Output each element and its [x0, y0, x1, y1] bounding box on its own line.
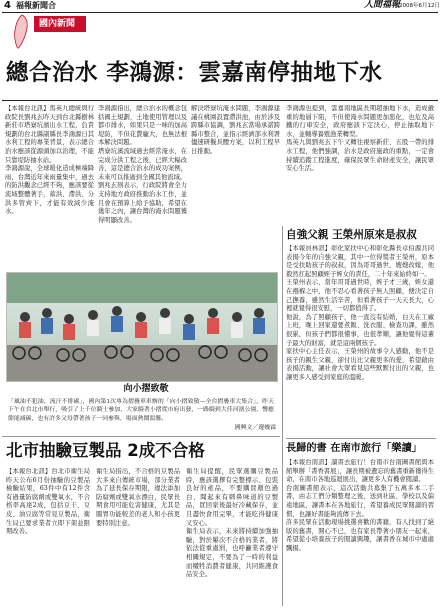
main-headline: 總合治水 李鴻源：雲嘉南停抽地下水 [6, 60, 383, 86]
article-tofu-col-1 [6, 468, 90, 606]
article-uncle-paragraph: 家扶中心主任表示，王榮州的故事令人感動，他不是孩子的親生父親，卻付出比父親更多的愛，希望藉由表揚活動，讓社會大眾看見這些默默付出的父親，也讓更多人感受到家庭的溫暖。 [286, 348, 434, 381]
tofu-top-rule [2, 436, 280, 437]
article-uncle-body [286, 245, 434, 435]
article-tofu-paragraph: 衛生局提醒，民眾選購豆製品時，應該選擇有完整標示、包裝良好的產品，不要購買顏色過白、聞起來有刺鼻味道的豆製品，買回家後最好冷藏保存，並且盡快食用完畢，才能吃得健康又安心。 [186, 468, 278, 527]
lead-article-col-1 [5, 105, 94, 268]
lead-article-paragraph: 劉兆玄則表示，行政院將會全力支持地方政府推動治水工作，並且會在預算上給予協助，希望在幾年之內，讓台灣的淹水問題獲得明顯改善。 [98, 182, 187, 224]
article-tofu-paragraph: 衛生局表示，未來將持續加強抽驗，對於屢次不合格的業者，將依法從重處罰，也呼籲業者遵守相關規定，不要為了一時的利益而犧牲消費者健康，共同維護食品安全。 [186, 528, 278, 579]
header-rule [2, 12, 438, 13]
article-books-paragraph: 許多民眾在活動現場挑選喜歡的書籍，有人找到了絕版的舊書，開心不已，也有家長帶著小朋友一起來，希望從小培養孩子的閱讀興趣，讓書香在城市中處處飄揚。 [286, 519, 434, 552]
article-tofu-paragraph: 衛生局指出，不合格的豆製品大多來自傳統市場，部分業者為了延長保存期限，違法添加防腐劑或雙氧水漂白，民眾長期食用可能危害健康，尤其是腸胃功能較差的老人和小孩更要特別注意。 [96, 468, 180, 527]
article-uncle-title: 自強父親 王榮州原來是叔叔 [286, 229, 417, 241]
article-uncle-paragraph: 他說，為了照顧孩子，他一直沒有結婚，白天在工廠上班，晚上回家還要煮飯、洗衣服、檢查功課，雖然很累，但孩子們都很懂事，也很孝順，讓他覺得這輩子最大的財富，就是這兩個孩子。 [286, 313, 434, 347]
section-name: 福報新聞合 [16, 1, 56, 10]
issue-date: 2008年6月12日 [399, 3, 440, 9]
lead-article-paragraph: 塔寮坑溪流域過去經常淹水，在完成分洪工程之後，已經大幅改善，這是總合治水的成功案例，未來可以推廣到全國其他流域。 [98, 147, 187, 181]
article-books-paragraph: 台南圖書館表示，這次活動共募集了五萬多本二手書，由志工們分類整理之後，送到社區、學校以及偏遠地區，讓書本在各地旅行，希望養成民眾閱讀的習慣，也讓好書能夠流傳下去。 [286, 484, 434, 518]
photo-credit: 國興文／邊嫚霖 [234, 425, 276, 431]
article-uncle-paragraph: 【本報員林訊】彰化家扶中心和彰化縣長卓伯源共同表揚今年的自強父親，其中一位得獎者王榮州，原本是受扶助孩子的叔叔，因為哥哥過世，嫂嫂改嫁，他毅然扛起照顧姪子姪女的責任，二十年來始終如一。 [286, 245, 434, 278]
section-banner-label: 國內新聞 [39, 19, 76, 29]
lead-article-paragraph: 李鴻源也提到，雲嘉南地區長期超抽地下水，造成嚴重的地層下陷，不但使淹水問題更加惡化，也危及高鐵的行車安全，政府應該下定決心，停止抽取地下水，並輔導養殖漁業轉型。 [286, 105, 434, 138]
lead-article-paragraph: 解決塔寮坑淹水問題，李鴻源建議在桃園設置滯洪池，由於涉及跨縣市協調，劉兆玄當場承諾跨縣市整合，並指示經濟部水利署儘速研擬具體方案，以利工程早日推動。 [191, 105, 280, 155]
right-column-divider [282, 226, 283, 606]
lead-article-paragraph: 馬英九與劉兆玄下午又轉往視察新莊、五股一帶的排水工程，他們強調，治水是政府施政的重點，一定會持續追蹤工程進度，確保民眾生命財產安全，讓民眾安心生活。 [286, 139, 434, 173]
article-uncle-paragraph: 王榮州表示，當年哥哥過世時，姪子才三歲，姪女還在襁褓之中，他不忍心看著孩子無人照顧，便決定自己撫養，雖然生活辛苦，但看著孩子一天天長大，心裡就覺得很安慰，一切都值得了。 [286, 279, 434, 313]
photo-caption-title: 向小摺致敬 [123, 384, 169, 394]
cyclists-photo-illustration [7, 273, 277, 381]
photo-caption: 「風油不犯油，流汗不排碳」，國內第1次專為摺疊車車辦的「向小摺致敬—全台摺疊車大集合」，昨天下午在台北市舉行，吸引了上千位騎士參加，大家騎著小摺從市府出發，一路騎到大佳河濱公園，響應節能減碳，也有許多父母帶著孩子一同參與，場面熱鬧溫馨。 [8, 399, 274, 422]
lead-article-col-3 [191, 105, 280, 268]
lead-article-col-2 [98, 105, 187, 268]
article-tofu-col-2 [96, 468, 180, 606]
page-number: 4 [4, 0, 11, 11]
lead-article-col-4 [286, 105, 434, 221]
article-tofu-paragraph: 【本報台北訊】台北市衛生局昨天公布6月份抽驗的豆製品檢驗結果，63件中有12件含有過量防腐劑或雙氧水，不合格率高達2成，包括豆干、豆皮、油豆腐等常見豆製品，衛生局已要求業者立即下架並限期改善。 [6, 468, 90, 536]
headline-rule [2, 100, 438, 101]
lead-article-paragraph: 【本報台北訊】馬英九總統與行政院長劉兆玄昨天到台北縣樹林新莊市塔寮坑濱出水工程，負責規劃的台北縣副縣長李鴻源日其水利工程的專業背景，表示總合治水應該從源頭加以治理，不能只靠堤防抽水站。 [5, 105, 94, 164]
article-books-paragraph: 【本報台南訊】讀書去旅行！台南市台南圖書館與本館舉辦「書香書展」，讓長期被遺忘的舊書重新獲得生命，在南市各地巡迴展出，讓更多人有機會閱讀。 [286, 459, 434, 484]
taiwan-map-icon [10, 14, 32, 50]
newspaper-brand: 人間福報 [364, 0, 401, 10]
section-banner [34, 16, 86, 32]
lead-article-paragraph: 李鴻源說，全球暖化造成極端降雨，台灣近年來雨量集中，過去的防洪觀念已經不夠，應該要從流域整體著手，蓄洪、滯洪、分洪多管齊下，才能有效減少淹水。 [5, 165, 94, 216]
article-books-body [286, 459, 434, 606]
article-tofu-title: 北市抽驗豆製品 2成不合格 [6, 441, 205, 460]
books-top-rule [286, 438, 436, 439]
page-header [0, 0, 440, 12]
lead-article-paragraph: 李鴻源指出，總合治水的概念包括國土規劃、土地使用管理以及都市排水，如果只是一味的加高堤防，不但花費龐大，也無法根本解決問題。 [98, 105, 187, 147]
article-books-title: 長歸的書 在南市旅行「樂讀」 [286, 443, 422, 454]
article-tofu-col-3 [186, 468, 278, 606]
news-photo [6, 272, 278, 382]
